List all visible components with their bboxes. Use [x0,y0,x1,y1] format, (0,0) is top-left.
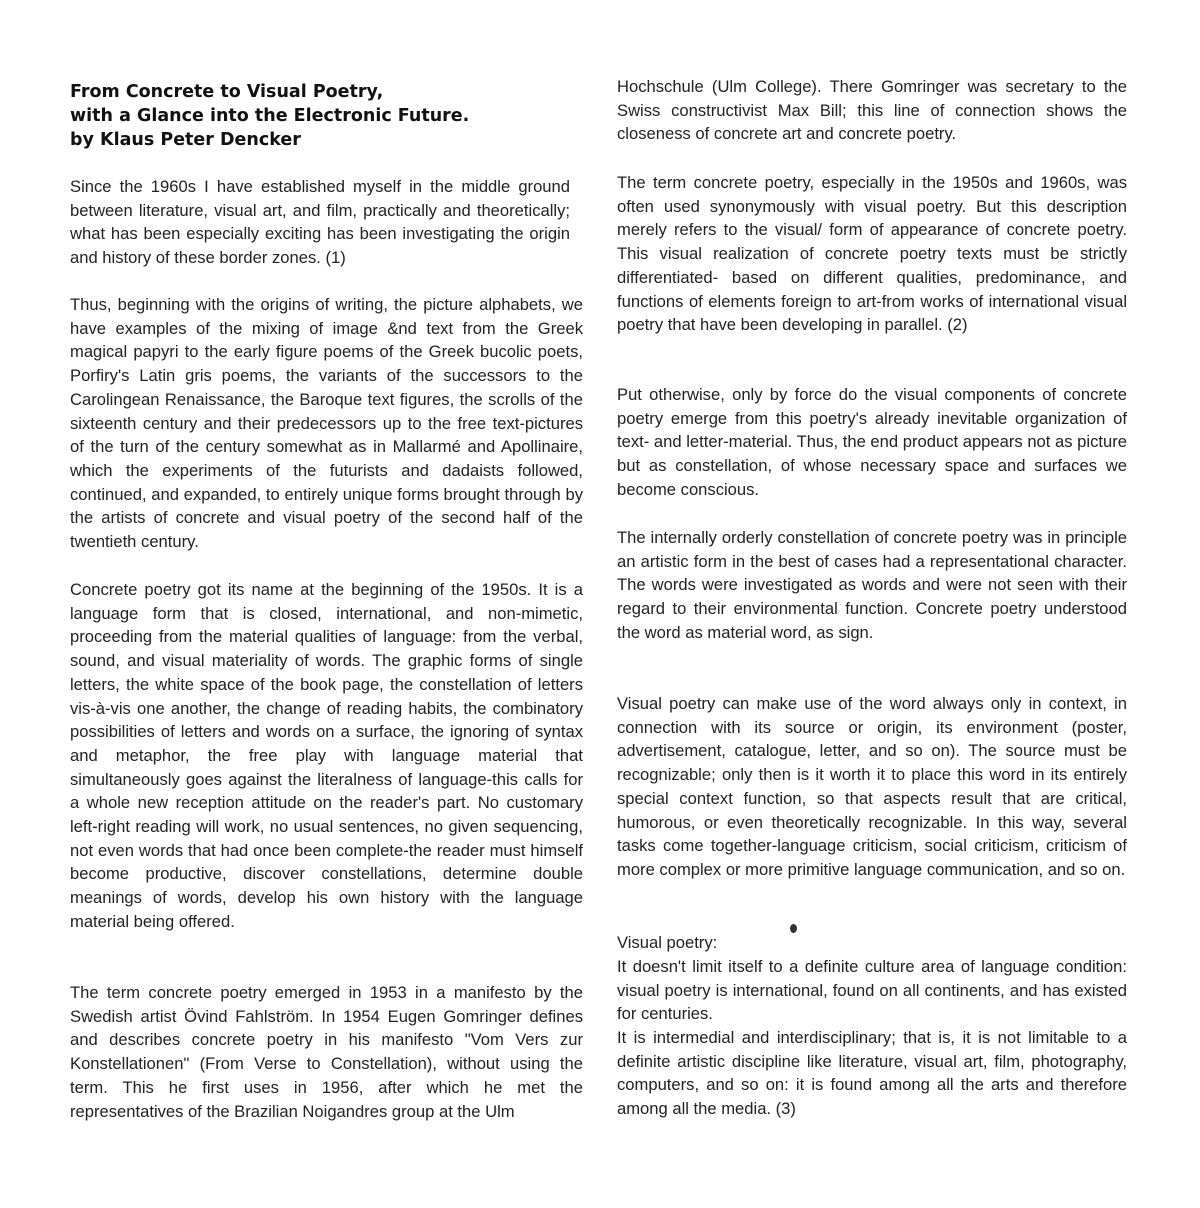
paragraph-term-origin: The term concrete poetry emerged in 1953 in a manifesto by the Swedish artist Övind Fahlström. In 1954 Eugen Gomringer defines and describes concrete poetry in his manifesto "Vom Vers zur Konstellationen" (From Verse to Constellation), without using the term. This he first uses in 1956, after which he met the representatives of the Brazilian Noigandres group at the Ulm [70,983,583,1121]
paragraph-visual-synonym: The term concrete poetry, especially in the 1950s and 1960s, was often used synonymously with visual poetry. But this description merely refers to the visual/ form of appearance of concrete poetry. This visual realization of concrete poetry texts must be strictly differentiated- based on different qualities, predominance, and functions of elements foreign to art-from works of international visual poetry that have been developing in parallel. (2) [617,173,1127,335]
author-byline: by Klaus Peter Dencker [70,130,301,150]
ink-dot [790,924,797,933]
visual-poetry-heading: Visual poetry: [617,933,718,952]
paragraph-context: Visual poetry can make use of the word always only in context, in connection with its source or origin, its environment (poster, advertisement, catalogue, letter, and so on). The source must be recognizable; only then is it worth it to place this word in its entirely special context function, so that aspects result that are critical, humorous, or even theoretically recognizable. In this way, several tasks come together-language criticism, social criticism, criticism of more complex or more primitive language communication, and so on. [617,694,1127,879]
paragraph-put-otherwise: Put otherwise, only by force do the visual components of concrete poetry emerge from this poetry's already inevitable organization of text- and letter-material. Thus, the end product appears not as picture but as constellation, of whose necessary space and surfaces we become conscious. [617,385,1127,499]
title-line: From Concrete to Visual Poetry, [70,82,384,102]
paragraph-concrete-poetry: Concrete poetry got its name at the beginning of the 1950s. It is a language form that is closed, international, and non-mimetic, proceeding from the material qualities of language: from the verbal, sound, and visual materiality of words. The graphic forms of single letters, the white space of the book page, the constellation of letters vis-à-vis one another, the change of reading habits, the combinatory possibilities of letters and words on a surface, the ignoring of syntax and metaphor, the free play with language material that simultaneously goes against the literalness of language-this calls for a whole new reception attitude on the reader's part. No customary left-right reading will work, no usual sentences, no given sequencing, not even words that had once been complete-the reader must himself become productive, discover constellations, determine double meanings of words, develop his own history with the language material being offered. [70,580,583,931]
paragraph-intermedial: It is intermedial and interdisciplinary; that is, it is not limitable to a definite artistic discipline like literature, visual art, film, photography, computers, and so on: it is found among all the arts and therefore among all the media. (3) [617,1028,1127,1119]
paragraph-constellation: The internally orderly constellation of concrete poetry was in principle an artistic form in the best of cases had a representational character. The words were investigated as words and were not seen with their regard to their environmental function. Concrete poetry understood the word as material word, as sign. [617,528,1127,642]
title-line: with a Glance into the Electronic Future. [70,106,470,126]
article-title [70,80,583,152]
paragraph-intro: Since the 1960s I have established myself in the middle ground between literature, visual art, and film, practically and theoretically; what has been especially exciting has been investigating the origin and history of these border zones. (1) [70,177,570,268]
paragraph-history: Thus, beginning with the origins of writing, the picture alphabets, we have examples of the mixing of image &nd text from the Greek magical papyri to the early figure poems of the Greek bucolic poets, Porfiry's Latin gris poems, the variants of the successors to the Carolingean Renaissance, the Baroque text figures, the scrolls of the sixteenth century and their predecessors up to the free text-pictures of the turn of the century somewhat as in Mallarmé and Apollinaire, which the experiments of the futurists and dadaists followed, continued, and expanded, to entirely unique forms brought through by the artists of concrete and visual poetry of the second half of the twentieth century. [70,295,583,552]
paragraph-hochschule: Hochschule (Ulm College). There Gomringer was secretary to the Swiss constructivist Max Bill; this line of connection shows the closeness of concrete art and concrete poetry. [617,77,1127,144]
paragraph-international: It doesn't limit itself to a definite culture area of language condition: visual poetry is international, found on all continents, and has existed for centuries. [617,957,1127,1024]
